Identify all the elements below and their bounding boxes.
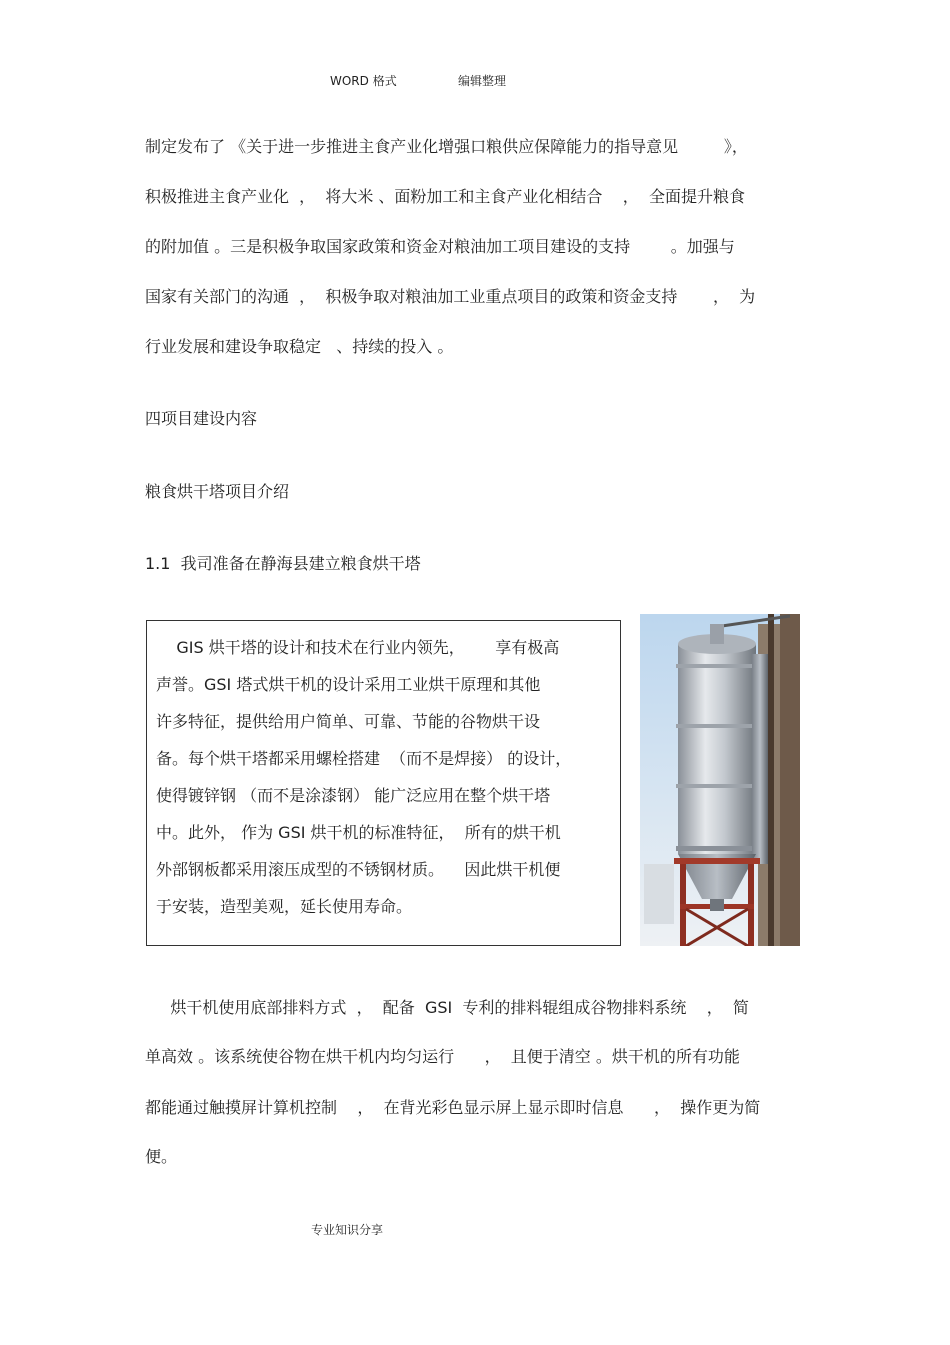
header-format-label: WORD 格式 — [330, 74, 397, 88]
subsection-heading: 粮食烘干塔项目介绍 — [145, 482, 290, 501]
header-edit-label: 编辑整理 — [458, 74, 507, 88]
paragraph-line: 国家有关部门的沟通 ， 积极争取对粮油加工业重点项目的政策和资金支持 ， 为 — [145, 287, 756, 306]
paragraph-line: 积极推进主食产业化 ， 将大米 、面粉加工和主食产业化相结合 ， 全面提升粮食 — [145, 187, 745, 206]
item-heading: 1.1 我司准备在静海县建立粮食烘干塔 — [145, 554, 421, 573]
boxed-line: 备。每个烘干塔都采用螺栓搭建 （而不是焊接） 的设计， — [156, 749, 572, 768]
boxed-line: 声誉。GSI 塔式烘干机的设计采用工业烘干原理和其他 — [156, 675, 541, 694]
boxed-line: 许多特征，提供给用户简单、可靠、节能的谷物烘干设 — [156, 712, 541, 731]
paragraph-line: 制定发布了 《关于进一步推进主食产业化增强口粮供应保障能力的指导意见 》， — [145, 137, 748, 156]
grain-dryer-tower-photo — [640, 614, 800, 946]
section-heading: 四项目建设内容 — [145, 409, 258, 428]
boxed-description — [146, 620, 621, 946]
paragraph-line: 烘干机使用底部排料方式 ， 配备 GSI 专利的排料辊组成谷物排料系统 ， 简 — [145, 998, 749, 1017]
paragraph-line: 的附加值 。三是积极争取国家政策和资金对粮油加工项目建设的支持 。加强与 — [145, 237, 735, 256]
page-footer: 专业知识分享 — [311, 1223, 384, 1237]
paragraph-line: 行业发展和建设争取稳定 、持续的投入 。 — [145, 337, 454, 356]
paragraph-line: 单高效 。该系统使谷物在烘干机内均匀运行 ， 且便于清空 。烘干机的所有功能 — [145, 1047, 740, 1066]
paragraph-line: 都能通过触摸屏计算机控制 ， 在背光彩色显示屏上显示即时信息 ， 操作更为简 — [145, 1098, 761, 1117]
boxed-line: GIS 烘干塔的设计和技术在行业内领先， 享有极高 — [156, 638, 560, 657]
boxed-line: 外部钢板都采用滚压成型的不锈钢材质。 因此烘干机便 — [156, 860, 561, 879]
boxed-line: 使得镀锌钢 （而不是涂漆钢） 能广泛应用在整个烘干塔 — [156, 786, 551, 805]
boxed-line: 于安装，造型美观，延长使用寿命。 — [156, 897, 413, 916]
paragraph-line: 便。 — [145, 1147, 178, 1166]
boxed-line: 中。此外， 作为 GSI 烘干机的标准特征， 所有的烘干机 — [156, 823, 561, 842]
grain-dryer-tower-illustration — [640, 614, 800, 946]
